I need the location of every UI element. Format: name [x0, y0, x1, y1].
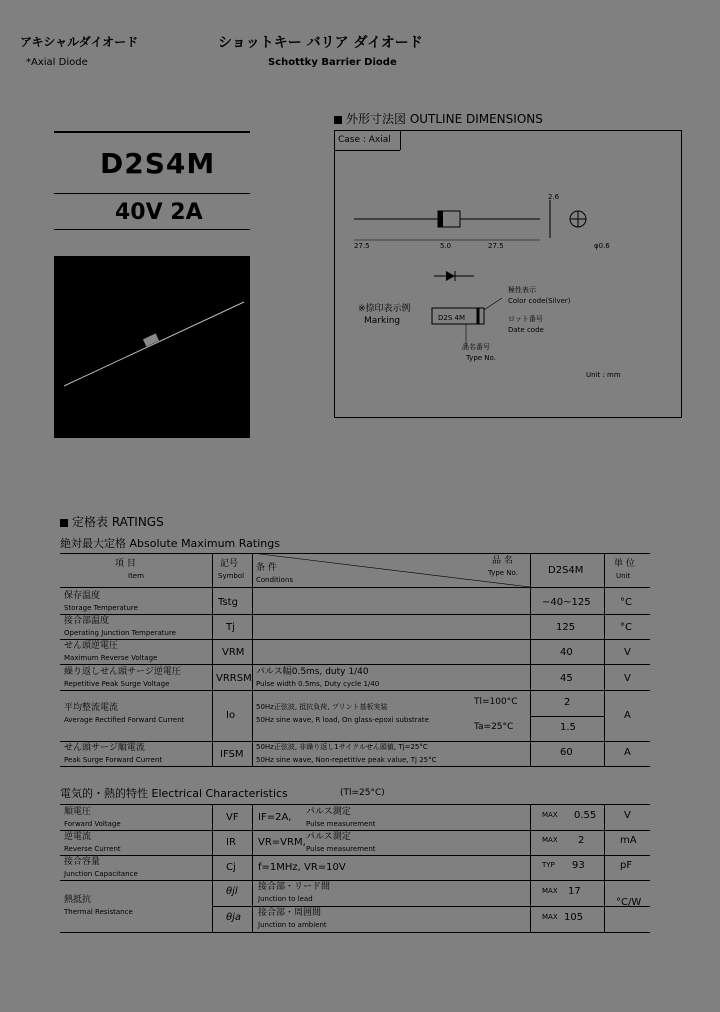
amr-unit: °C — [620, 622, 632, 633]
elec-thermal-split — [212, 906, 650, 907]
amr-io-split — [530, 716, 604, 717]
elec-qualifier: MAX — [542, 811, 558, 819]
amr-hdr-unit-en: Unit — [616, 572, 631, 580]
elec-item-en: Junction Capacitance — [64, 870, 138, 878]
dim-dia: φ0.6 — [594, 242, 610, 250]
elec-cond2-en: Junction to ambient — [258, 921, 327, 929]
ratings-title: 定格表 RATINGS — [60, 516, 164, 528]
amr-value-2: 1.5 — [560, 722, 576, 733]
dim-body: 5.0 — [440, 242, 452, 250]
elec-qualifier: MAX — [542, 836, 558, 844]
amr-item-jp: 接合部温度 — [64, 616, 110, 626]
elec-symbol: θjl — [226, 886, 238, 897]
amr-hdr-type-en: Type No. — [488, 569, 518, 577]
elec-unit: mA — [620, 835, 637, 846]
elec-qualifier: MAX — [542, 887, 558, 895]
amr-hdr-symbol-en: Symbol — [218, 572, 245, 580]
dim-height: 2.6 — [548, 193, 560, 201]
product-photo — [54, 256, 250, 438]
marking-text: D2S 4M — [438, 314, 466, 322]
amr-item-jp: せん頭逆電圧 — [64, 641, 119, 651]
amr-title: 絶対最大定格 Absolute Maximum Ratings — [60, 537, 280, 550]
amr-col-symbol — [212, 553, 213, 766]
amr-item-jp: 保存温度 — [64, 591, 101, 601]
amr-symbol: VRM — [222, 647, 245, 658]
amr-unit: V — [624, 673, 631, 684]
elec-unit: °C/W — [616, 897, 642, 908]
amr-hdr-cond-en: Conditions — [256, 576, 294, 584]
amr-item-en: Storage Temperature — [64, 604, 138, 612]
elec-cond: f=1MHz, VR=10V — [258, 862, 346, 873]
marking-label-jp: ※捺印表示例 — [358, 304, 411, 314]
elec-unit: pF — [620, 860, 633, 871]
amr-item-en: Maximum Reverse Voltage — [64, 654, 158, 662]
amr-cond-en: 50Hz sine wave, R load, On glass-epoxi substrate — [256, 716, 429, 724]
elec-cond-en: Pulse measurement — [306, 820, 376, 828]
amr-value: 60 — [560, 747, 573, 758]
elec-rule-1 — [60, 830, 650, 831]
case-label: Case : Axial — [338, 135, 391, 145]
product-title-jp: ショットキー バリア ダイオード — [218, 35, 423, 51]
outline-drawing — [334, 130, 680, 416]
amr-item-jp: 平均整流電流 — [64, 703, 119, 713]
elec-rule-3 — [60, 880, 650, 881]
elec-qualifier-2: MAX — [542, 913, 558, 921]
elec-col-cond — [252, 804, 253, 932]
amr-unit: A — [624, 747, 631, 758]
amr-symbol: Tstg — [218, 597, 238, 608]
amr-item-en: Repetitive Peak Surge Voltage — [64, 680, 170, 688]
elec-cond-jp: パルス測定 — [306, 807, 351, 817]
dim-lead-right: 27.5 — [488, 242, 504, 250]
date-code-en: Date code — [508, 326, 544, 334]
amr-item-en: Average Rectified Forward Current — [64, 716, 185, 724]
elec-value: 2 — [578, 835, 585, 846]
elec-title: 電気的・熱的特性 Electrical Characteristics — [60, 787, 288, 800]
elec-qualifier: TYP — [542, 861, 555, 869]
outline-title: 外形寸法図 OUTLINE DIMENSIONS — [334, 113, 543, 125]
product-title-en: Schottky Barrier Diode — [268, 57, 397, 68]
amr-symbol: Tj — [226, 622, 235, 633]
amr-hdr-unit-jp: 単 位 — [614, 559, 635, 569]
amr-rule-bottom — [60, 766, 650, 767]
elec-value: 0.55 — [574, 810, 597, 821]
part-rule-top — [54, 131, 250, 133]
type-no-en: Type No. — [466, 354, 496, 362]
elec-item-jp: 順電圧 — [64, 807, 92, 817]
elec-col-symbol — [212, 804, 213, 932]
amr-rule-3 — [60, 664, 650, 665]
amr-col-val — [530, 553, 531, 766]
amr-rule-2 — [60, 639, 650, 640]
elec-title-cond: (Tl=25°C) — [340, 788, 385, 798]
amr-rule-5 — [60, 741, 650, 742]
amr-cond-jp: パルス幅0.5ms, duty 1/40 — [256, 667, 369, 677]
amr-cond-ta: Ta=25°C — [474, 722, 514, 732]
amr-hdr-type-jp: 品 名 — [492, 556, 513, 566]
marking-label-en: Marking — [364, 316, 401, 326]
amr-item-en: Peak Surge Forward Current — [64, 756, 163, 764]
amr-cond-jp: 50Hz正弦波, 抵抗負荷, プリント基板実装 — [256, 703, 388, 711]
product-type-en: *Axial Diode — [26, 57, 88, 68]
elec-item-jp: 熱抵抗 — [64, 895, 92, 905]
elec-item-en: Forward Voltage — [64, 820, 121, 828]
amr-rule-4 — [60, 690, 650, 691]
color-code-en: Color code(Silver) — [508, 297, 571, 305]
amr-value: 125 — [556, 622, 576, 633]
elec-value-2: 105 — [564, 912, 584, 923]
elec-unit: V — [624, 810, 631, 821]
elec-value: 17 — [568, 886, 581, 897]
amr-unit: V — [624, 647, 631, 658]
amr-item-en: Operating Junction Temperature — [64, 629, 176, 637]
elec-symbol: IR — [226, 837, 236, 848]
amr-unit: °C — [620, 597, 632, 608]
part-rule-mid — [54, 193, 250, 194]
diode-photo-graphic — [54, 256, 250, 438]
amr-hdr-item-jp: 項 目 — [115, 559, 136, 569]
type-no-jp: 品名番号 — [462, 343, 490, 351]
amr-symbol: VRRSM — [216, 673, 252, 684]
elec-rule-2 — [60, 855, 650, 856]
elec-value: 93 — [572, 860, 585, 871]
elec-item-jp: 逆電流 — [64, 832, 92, 842]
amr-symbol: Io — [226, 710, 236, 721]
elec-cond2-jp: 接合部・周囲間 — [258, 908, 322, 918]
elec-symbol: VF — [226, 812, 239, 823]
elec-item-en: Reverse Current — [64, 845, 121, 853]
amr-rule-1 — [60, 614, 650, 615]
amr-cond-en: Pulse width 0.5ms, Duty cycle 1/40 — [256, 680, 380, 688]
dim-lead-left: 27.5 — [354, 242, 370, 250]
unit-label: Unit : mm — [586, 371, 621, 379]
elec-item-en: Thermal Resistance — [64, 908, 133, 916]
elec-symbol: Cj — [226, 862, 236, 873]
elec-item-jp: 接合容量 — [64, 857, 101, 867]
amr-cond-en: 50Hz sine wave, Non-repetitive peak value, Tj 25°C — [256, 756, 437, 764]
elec-rule-top — [60, 804, 650, 805]
elec-col-unit — [604, 804, 605, 932]
amr-value: 40 — [560, 647, 573, 658]
elec-rule-bottom — [60, 932, 650, 933]
amr-value: −40~125 — [542, 597, 591, 608]
amr-item-jp: せん頭サージ順電流 — [64, 743, 145, 753]
elec-cond-jp: 接合部・リード間 — [258, 882, 331, 892]
elec-cond-jp: パルス測定 — [306, 832, 351, 842]
elec-cond-en: Pulse measurement — [306, 845, 376, 853]
bullet-square-icon — [60, 519, 68, 527]
date-code-jp: ロット番号 — [508, 315, 543, 323]
part-rating: 40V 2A — [115, 200, 203, 225]
elec-symbol-2: θja — [226, 912, 242, 923]
part-rule-bottom — [54, 229, 250, 230]
amr-symbol: IFSM — [220, 749, 244, 760]
amr-value: 45 — [560, 673, 573, 684]
elec-col-val — [530, 804, 531, 932]
amr-hdr-cond-jp: 条 件 — [256, 563, 277, 573]
amr-cond-tl: Tl=100°C — [474, 697, 518, 707]
color-code-jp: 極性表示 — [508, 286, 536, 294]
amr-value: 2 — [564, 697, 571, 708]
product-type-jp: アキシャルダイオード — [20, 35, 139, 49]
amr-item-jp: 繰り返しせん頭サージ逆電圧 — [64, 667, 181, 677]
bullet-square-icon — [334, 116, 342, 124]
amr-hdr-item-en: Item — [128, 572, 144, 580]
part-number: D2S4M — [100, 147, 216, 180]
elec-cond-en: Junction to lead — [258, 895, 313, 903]
amr-hdr-symbol-jp: 記号 — [220, 559, 239, 569]
elec-cond: IF=2A, — [258, 812, 292, 823]
amr-cond-jp: 50Hz正弦波, 非繰り返し1サイクルせん頭値, Tj=25°C — [256, 743, 428, 751]
amr-hdr-part: D2S4M — [548, 565, 584, 576]
amr-rule-header — [60, 587, 650, 588]
amr-unit: A — [624, 710, 631, 721]
elec-cond: VR=VRM, — [258, 837, 306, 848]
amr-col-unit — [604, 553, 605, 766]
